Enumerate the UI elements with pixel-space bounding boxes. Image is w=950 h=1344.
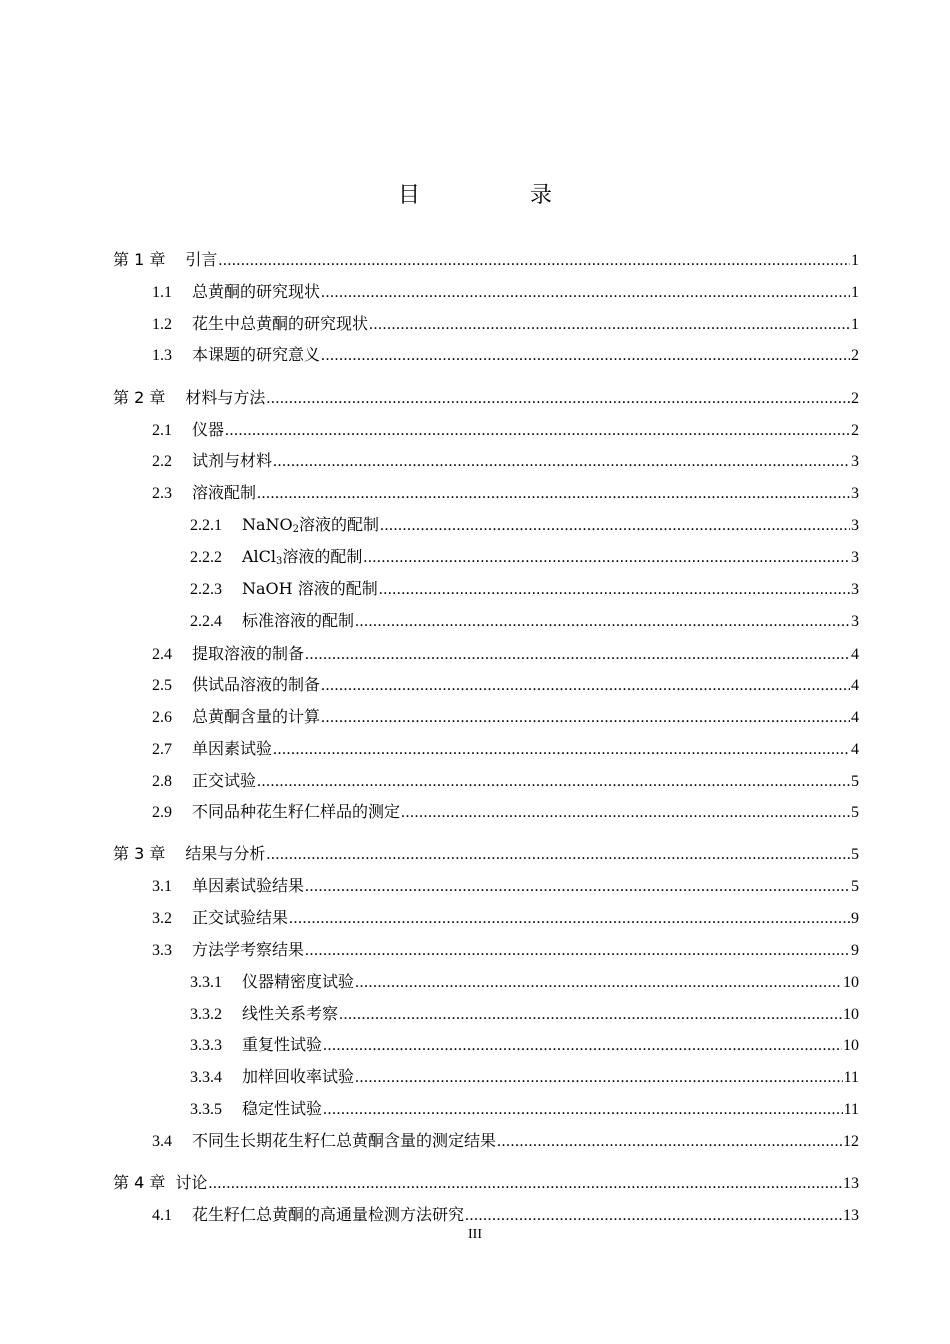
- toc-entry-3-3[interactable]: [152, 938, 859, 962]
- toc-entry-page: 3: [851, 453, 859, 470]
- toc-entry-number: 1.1: [152, 284, 172, 301]
- toc-entry-1-1[interactable]: [152, 280, 859, 304]
- dot-leader: [323, 1098, 843, 1122]
- toc-entry-1-2[interactable]: [152, 312, 859, 336]
- toc-entry-number: 第 2 章: [113, 388, 166, 407]
- toc-entry-1-3[interactable]: [152, 343, 859, 367]
- toc-entry-3-1[interactable]: [152, 874, 859, 898]
- toc-entry-page: 12: [843, 1133, 859, 1150]
- page-title: 目 录: [397, 183, 596, 208]
- toc-entry-3-4[interactable]: [152, 1129, 859, 1153]
- dot-leader: [218, 249, 850, 273]
- toc-entry-2-9[interactable]: [152, 800, 859, 824]
- toc-entry-number: 3.1: [152, 878, 172, 895]
- toc-entry-label: 本课题的研究意义: [192, 345, 321, 364]
- toc-entry-label: 试剂与材料: [192, 451, 273, 470]
- toc-entry-number: 第 4 章: [113, 1173, 166, 1192]
- dot-leader: [497, 1130, 842, 1154]
- toc-entry-2-6[interactable]: [152, 705, 859, 729]
- toc-entry-3-3-3[interactable]: [190, 1033, 859, 1057]
- dot-leader: [266, 387, 850, 411]
- toc-entry-page: 1: [851, 252, 859, 269]
- toc-entry-2-4[interactable]: [152, 642, 859, 666]
- dot-leader: [369, 313, 850, 337]
- toc-entry-page: 4: [851, 709, 859, 726]
- toc-entry-number: 第 3 章: [113, 844, 166, 863]
- toc-entry-number: 4.1: [152, 1207, 172, 1224]
- dot-leader: [305, 939, 850, 963]
- toc-entry-label: 单因素试验结果: [192, 876, 305, 895]
- toc-entry-2-2-3[interactable]: [190, 577, 859, 601]
- toc-entry-label: 单因素试验: [192, 739, 273, 758]
- dot-leader: [257, 482, 850, 506]
- toc-entry-page: 9: [851, 942, 859, 959]
- toc-entry-label: 引言: [185, 250, 218, 269]
- toc-entry-number: 2.2: [152, 453, 172, 470]
- toc-entry-page: 10: [843, 974, 859, 991]
- toc-entry-page: 5: [851, 773, 859, 790]
- toc-entry-page: 5: [851, 804, 859, 821]
- toc-entry-page: 4: [851, 677, 859, 694]
- toc-entry-label: 重复性试验: [242, 1035, 323, 1054]
- dot-leader: [305, 875, 850, 899]
- toc-entry-3-3-5[interactable]: [190, 1097, 859, 1121]
- toc-entry-number: 3.4: [152, 1133, 172, 1150]
- toc-entry-label: 花生籽仁总黄酮的高通量检测方法研究: [192, 1205, 465, 1224]
- toc-entry-label: 仪器精密度试验: [242, 972, 355, 991]
- dot-leader: [321, 344, 850, 368]
- toc-entry-chapter-4[interactable]: [113, 1171, 859, 1195]
- dot-leader: [355, 610, 850, 634]
- toc-entry-number: 第 1 章: [113, 250, 166, 269]
- dot-leader: [323, 1034, 842, 1058]
- toc-entry-label: 仪器: [192, 420, 225, 439]
- toc-entry-2-8[interactable]: [152, 769, 859, 793]
- toc-entry-page: 3: [851, 485, 859, 502]
- toc-entry-label: 供试品溶液的制备: [192, 675, 321, 694]
- toc-entry-label: 总黄酮含量的计算: [192, 707, 321, 726]
- toc-entry-label: 正交试验结果: [192, 908, 289, 927]
- toc-entry-page: 1: [851, 284, 859, 301]
- toc-entry-2-1[interactable]: [152, 418, 859, 442]
- toc-entry-label: 线性关系考察: [242, 1004, 339, 1023]
- dot-leader: [380, 514, 850, 538]
- dot-leader: [355, 971, 842, 995]
- toc-entry-number: 2.2.2: [190, 549, 222, 566]
- toc-entry-label: 提取溶液的制备: [192, 644, 305, 663]
- toc-entry-number: 3.2: [152, 910, 172, 927]
- toc-entry-page: 10: [843, 1037, 859, 1054]
- toc-entry-number: 2.2.1: [190, 517, 222, 534]
- toc-entry-page: 3: [851, 517, 859, 534]
- dot-leader: [289, 907, 850, 931]
- toc-entry-label: 不同生长期花生籽仁总黄酮含量的测定结果: [192, 1131, 497, 1150]
- toc-entry-3-3-1[interactable]: [190, 970, 859, 994]
- toc-entry-page: 3: [851, 581, 859, 598]
- toc-entry-page: 3: [851, 549, 859, 566]
- toc-entry-label: 结果与分析: [185, 844, 266, 863]
- dot-leader: [225, 419, 850, 443]
- dot-leader: [465, 1204, 842, 1228]
- dot-leader: [208, 1172, 842, 1196]
- dot-leader: [379, 578, 850, 602]
- toc-entry-page: 4: [851, 646, 859, 663]
- toc-entry-chapter-3[interactable]: [113, 842, 859, 866]
- toc-entry-number: 3.3: [152, 942, 172, 959]
- dot-leader: [401, 801, 850, 825]
- toc-entry-label: 花生中总黄酮的研究现状: [192, 314, 369, 333]
- toc-entry-label: 不同品种花生籽仁样品的测定: [192, 802, 401, 821]
- dot-leader: [266, 843, 850, 867]
- toc-entry-page: 4: [851, 741, 859, 758]
- toc-entry-number: 2.2.4: [190, 613, 222, 630]
- dot-leader: [305, 643, 850, 667]
- toc-entry-number: 2.4: [152, 646, 172, 663]
- toc-entry-number: 2.5: [152, 677, 172, 694]
- toc-entry-label: 加样回收率试验: [242, 1067, 355, 1086]
- toc-entry-2-2-1[interactable]: [190, 513, 859, 537]
- toc-entry-label: 溶液配制: [192, 483, 257, 502]
- toc-entry-page: 9: [851, 910, 859, 927]
- toc-entry-page: 3: [851, 613, 859, 630]
- toc-entry-page: 5: [851, 878, 859, 895]
- toc-entry-label: NaOH 溶液的配制: [242, 579, 378, 598]
- toc-entry-number: 2.7: [152, 741, 172, 758]
- dot-leader: [321, 674, 850, 698]
- toc-entry-3-2[interactable]: [152, 906, 859, 930]
- toc-entry-page: 1: [851, 316, 859, 333]
- dot-leader: [321, 281, 850, 305]
- toc-entry-number: 3.3.2: [190, 1006, 222, 1023]
- toc-entry-number: 1.2: [152, 316, 172, 333]
- toc-entry-number: 1.3: [152, 347, 172, 364]
- toc-entry-2-2-4[interactable]: [190, 609, 859, 633]
- toc-entry-label: AlCl$_3$溶液的配制: [242, 547, 363, 567]
- toc-entry-2-7[interactable]: [152, 737, 859, 761]
- toc-entry-page: 11: [843, 1101, 859, 1118]
- dot-leader: [339, 1003, 842, 1027]
- dot-leader: [273, 738, 850, 762]
- toc-entry-page: 2: [851, 390, 859, 407]
- toc-entry-number: 3.3.4: [190, 1069, 222, 1086]
- toc-entry-2-5[interactable]: [152, 673, 859, 697]
- toc-entry-label: 材料与方法: [185, 388, 266, 407]
- toc-entry-number: 2.6: [152, 709, 172, 726]
- toc-entry-label: 总黄酮的研究现状: [192, 282, 321, 301]
- toc-entry-label: 讨论: [175, 1173, 208, 1192]
- toc-entry-page: 11: [843, 1069, 859, 1086]
- toc-entry-3-3-4[interactable]: [190, 1065, 859, 1089]
- toc-entry-label: NaNO$_2$溶液的配制: [242, 515, 380, 535]
- toc-entry-number: 3.3.3: [190, 1037, 222, 1054]
- toc-entry-label: 稳定性试验: [242, 1099, 323, 1118]
- toc-entry-number: 3.3.5: [190, 1101, 222, 1118]
- toc-entry-number: 2.3: [152, 485, 172, 502]
- dot-leader: [273, 450, 850, 474]
- dot-leader: [257, 770, 850, 794]
- toc-entry-number: 3.3.1: [190, 974, 222, 991]
- toc-entry-4-1[interactable]: [152, 1203, 859, 1227]
- toc-entry-number: 2.1: [152, 422, 172, 439]
- toc-entry-2-3[interactable]: [152, 481, 859, 505]
- dot-leader: [321, 706, 850, 730]
- toc-entry-chapter-2[interactable]: [113, 386, 859, 410]
- toc-entry-page: 2: [851, 347, 859, 364]
- toc-entry-3-3-2[interactable]: [190, 1002, 859, 1026]
- toc-entry-number: 2.2.3: [190, 581, 222, 598]
- toc-entry-page: 2: [851, 422, 859, 439]
- dot-leader: [355, 1066, 843, 1090]
- toc-entry-number: 2.8: [152, 773, 172, 790]
- toc-entry-page: 5: [851, 846, 859, 863]
- toc-entry-2-2[interactable]: [152, 449, 859, 473]
- page-number: III: [468, 1227, 482, 1242]
- toc-entry-label: 标准溶液的配制: [242, 611, 355, 630]
- toc-entry-page: 10: [843, 1006, 859, 1023]
- toc-entry-2-2-2[interactable]: [190, 545, 859, 569]
- toc-entry-label: 方法学考察结果: [192, 940, 305, 959]
- toc-entry-page: 13: [843, 1207, 859, 1224]
- toc-entry-label: 正交试验: [192, 771, 257, 790]
- toc-entry-page: 13: [843, 1175, 859, 1192]
- dot-leader: [363, 546, 850, 570]
- toc-entry-number: 2.9: [152, 804, 172, 821]
- toc-entry-chapter-1[interactable]: [113, 248, 859, 272]
